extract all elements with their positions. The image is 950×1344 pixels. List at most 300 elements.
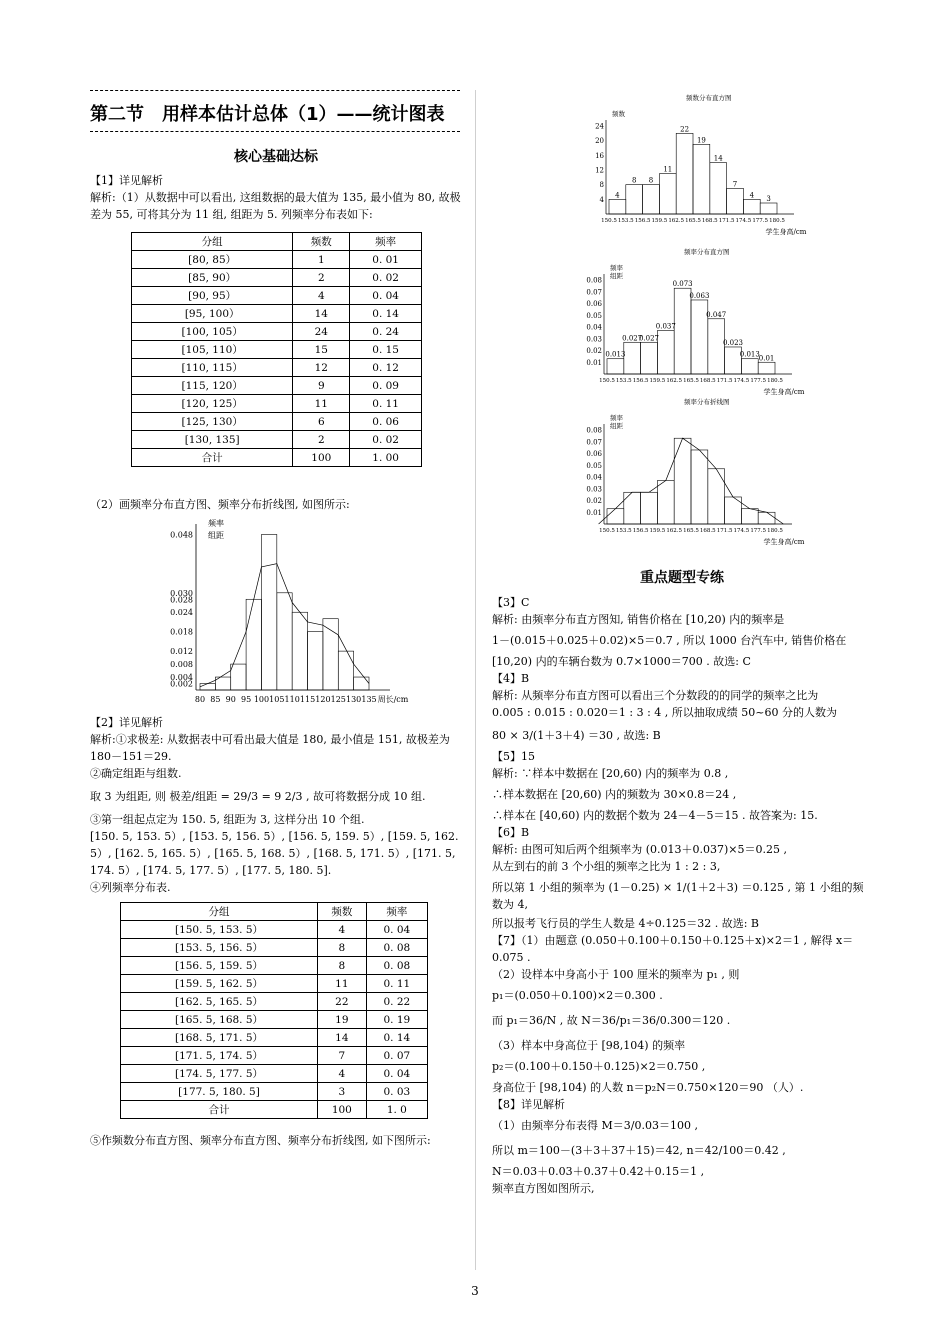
table-cell: [110, 115） bbox=[132, 359, 293, 377]
table-row bbox=[132, 413, 422, 431]
table-cell: 0. 15 bbox=[350, 341, 422, 359]
histogram-bar bbox=[674, 288, 691, 374]
table-cell: [171. 5, 174. 5） bbox=[121, 1047, 318, 1065]
q5-tag: 【5】15 bbox=[492, 750, 535, 763]
table-cell: [130, 135] bbox=[132, 431, 293, 449]
table-row bbox=[132, 287, 422, 305]
histogram-bar bbox=[758, 362, 775, 374]
table-row bbox=[132, 323, 422, 341]
table-cell: 1. 00 bbox=[350, 449, 422, 467]
table-cell: 2 bbox=[293, 431, 350, 449]
table-row bbox=[121, 1029, 428, 1047]
q2-line4: ③第一组起点定为 150. 5, 组距为 3, 这样分出 10 个组. bbox=[90, 813, 365, 826]
bar-value-label: 0.037 bbox=[655, 322, 676, 331]
x-tick-label: 159.5 bbox=[649, 528, 666, 534]
y-tick-label: 0.08 bbox=[586, 276, 602, 285]
histogram-bar bbox=[710, 163, 727, 214]
histogram-bar bbox=[292, 612, 307, 690]
table-row bbox=[121, 957, 428, 975]
x-tick-label: 125 bbox=[330, 695, 346, 704]
table-cell: 11 bbox=[293, 395, 350, 413]
table-cell: [105, 110） bbox=[132, 341, 293, 359]
x-tick-label: 168.5 bbox=[701, 218, 718, 224]
q2-line5: [150. 5, 153. 5）, [153. 5, 156. 5）, [156. 5, 159. 5）, [159. 5, 162. 5）, [162. 5, 165. 5）, [165. 5, 168. 5）, [168. 5, 171. 5）, [171. 5, 174. 5）, [174. 5, 177. 5）, [177. 5, 180. 5]. bbox=[90, 830, 459, 877]
table-cell: [174. 5, 177. 5） bbox=[121, 1065, 318, 1083]
y-axis-label-top: 频率 bbox=[208, 519, 224, 528]
y-tick-label: 0.03 bbox=[586, 335, 602, 344]
table-cell: 0. 04 bbox=[366, 1065, 427, 1083]
table-cell: 0. 01 bbox=[350, 251, 422, 269]
x-tick-label: 177.5 bbox=[750, 528, 767, 534]
table-cell: [85, 90） bbox=[132, 269, 293, 287]
table-cell: [162. 5, 165. 5） bbox=[121, 993, 318, 1011]
y-tick-label: 0.008 bbox=[170, 660, 193, 670]
table-cell: 4 bbox=[318, 1065, 367, 1083]
table-cell: 1 bbox=[293, 251, 350, 269]
bar-value-label: 22 bbox=[680, 125, 690, 134]
table-row bbox=[132, 377, 422, 395]
y-tick-label: 0.06 bbox=[586, 300, 602, 308]
x-tick-label: 171.5 bbox=[716, 378, 733, 384]
table-cell: 4 bbox=[318, 921, 367, 939]
table-cell: [90, 95） bbox=[132, 287, 293, 305]
y-tick-label: 0.07 bbox=[586, 288, 602, 297]
y-axis-label-bottom: 组距 bbox=[208, 531, 224, 540]
histogram-bar bbox=[758, 512, 775, 524]
chart-freq-polygon bbox=[580, 396, 805, 546]
table-cell: 0. 19 bbox=[366, 1011, 427, 1029]
table-row bbox=[121, 993, 428, 1011]
table-cell: 15 bbox=[293, 341, 350, 359]
x-axis-label: 学生身高/cm bbox=[765, 228, 807, 236]
x-tick-label: 168.5 bbox=[699, 528, 716, 534]
table-cell: 4 bbox=[293, 287, 350, 305]
q2-tag: 【2】详见解析 bbox=[90, 716, 163, 729]
q6-line4: 所以报考飞行员的学生人数是 4÷0.125＝32 . 故选: B bbox=[492, 917, 759, 930]
bar-value-label: 0.01 bbox=[758, 354, 775, 363]
bar-value-label: 0.047 bbox=[706, 310, 727, 319]
table-header-cell: 频率 bbox=[366, 903, 427, 921]
bar-value-label: 0.023 bbox=[722, 338, 744, 347]
table-row bbox=[121, 1083, 428, 1101]
table-row bbox=[132, 449, 422, 467]
histogram-bar bbox=[641, 492, 658, 524]
q5-line3: ∴样本在 [40,60) 内的数据个数为 24－4－5＝15 . 故答案为: 15. bbox=[492, 809, 818, 822]
table-row bbox=[121, 939, 428, 957]
table-header-cell: 分组 bbox=[132, 233, 293, 251]
x-tick-label: 159.5 bbox=[651, 218, 668, 224]
q8-line2: 所以 m＝100－(3＋3＋37＋15)＝42, n＝42/100＝0.42 , bbox=[492, 1144, 786, 1157]
x-tick-label: 162.5 bbox=[668, 218, 685, 224]
x-tick-label: 80 bbox=[194, 695, 206, 704]
table-row bbox=[121, 1065, 428, 1083]
y-tick-label: 0.028 bbox=[170, 595, 193, 605]
histogram-bar bbox=[657, 481, 674, 524]
q6-tag: 【6】B bbox=[492, 826, 530, 839]
chart-title: 频率分布折线图 bbox=[684, 398, 730, 406]
table-cell: 0. 14 bbox=[350, 305, 422, 323]
x-axis-label: 学生身高/cm bbox=[763, 538, 805, 546]
bar-value-label: 14 bbox=[713, 154, 723, 163]
table-cell: [156. 5, 159. 5） bbox=[121, 957, 318, 975]
table-cell: [165. 5, 168. 5） bbox=[121, 1011, 318, 1029]
table-cell: 0. 11 bbox=[350, 395, 422, 413]
x-tick-label: 95 bbox=[240, 695, 252, 704]
q3-line3: [10,20) 内的车辆台数为 0.7×1000＝700 . 故选: C bbox=[492, 655, 751, 668]
column-divider bbox=[475, 90, 476, 1270]
x-tick-label: 180.5 bbox=[767, 378, 783, 384]
q5-line1: 解析: ∵样本中数据在 [20,60) 内的频率为 0.8 , bbox=[492, 767, 729, 780]
bar-value-label: 0.013 bbox=[605, 350, 626, 359]
q2-line6: ④列频率分布表. bbox=[90, 881, 171, 894]
q7-line5: p₂＝(0.100＋0.150＋0.125)×2＝0.750 , bbox=[492, 1060, 706, 1073]
y-tick-label: 0.024 bbox=[170, 608, 193, 618]
table-row bbox=[121, 1047, 428, 1065]
q3-line1: 解析: 由频率分布直方图知, 销售价格在 [10,20) 内的频率是 bbox=[492, 613, 785, 626]
chart-title: 频率分布直方图 bbox=[684, 248, 730, 256]
q8-tag: 【8】详见解析 bbox=[492, 1098, 565, 1111]
table-header-cell: 频数 bbox=[318, 903, 367, 921]
table-row bbox=[132, 305, 422, 323]
x-tick-label: 180.5 bbox=[767, 528, 783, 534]
y-tick-label: 0.02 bbox=[586, 497, 602, 505]
q1-tag: 【1】详见解析 bbox=[90, 174, 163, 187]
bar-value-label: 0.027 bbox=[622, 334, 643, 343]
y-tick-label: 0.07 bbox=[586, 438, 602, 447]
y-axis-label-top: 频率 bbox=[610, 414, 623, 422]
table-cell: 14 bbox=[293, 305, 350, 323]
q3-line2: 1－(0.015＋0.025＋0.02)×5＝0.7 , 所以 1000 台汽车中, 销售价格在 bbox=[492, 634, 847, 647]
table-row bbox=[132, 269, 422, 287]
x-tick-label: 171.5 bbox=[718, 218, 735, 224]
histogram-bar bbox=[277, 593, 292, 690]
x-tick-label: 174.5 bbox=[735, 218, 752, 224]
histogram-bar bbox=[659, 174, 676, 214]
histogram-bar bbox=[624, 342, 641, 374]
histogram-bar bbox=[741, 359, 758, 374]
bar-value-label: 0.013 bbox=[739, 350, 760, 359]
histogram-bar bbox=[626, 185, 643, 214]
table-cell: [120, 125） bbox=[132, 395, 293, 413]
y-tick-label: 8 bbox=[599, 181, 604, 190]
q2-line2: ②确定组距与组数. bbox=[90, 767, 182, 780]
y-tick-label: 0.04 bbox=[586, 323, 602, 332]
q8-line3: N＝0.03＋0.03＋0.37＋0.42＋0.15＝1 , bbox=[492, 1165, 705, 1178]
bar-value-label: 0.073 bbox=[672, 280, 693, 289]
histogram-bar bbox=[231, 664, 246, 690]
x-tick-label: 85 bbox=[210, 695, 221, 704]
q4-tag: 【4】B bbox=[492, 672, 530, 685]
y-tick-label: 16 bbox=[595, 151, 604, 160]
y-tick-label: 0.05 bbox=[586, 311, 602, 320]
table-cell: 0. 08 bbox=[366, 939, 427, 957]
x-tick-label: 153.5 bbox=[615, 378, 632, 384]
y-tick-label: 0.03 bbox=[586, 485, 602, 494]
table-cell: [168. 5, 171. 5） bbox=[121, 1029, 318, 1047]
table-cell: 0. 24 bbox=[350, 323, 422, 341]
bar-value-label: 19 bbox=[696, 136, 706, 145]
table-cell: 0. 12 bbox=[350, 359, 422, 377]
page-number: 3 bbox=[471, 1284, 479, 1298]
subhead-core: 核心基础达标 bbox=[234, 149, 318, 165]
q1-part2: （2）画频率分布直方图、频率分布折线图, 如图所示: bbox=[90, 498, 350, 511]
x-tick-label: 162.5 bbox=[666, 528, 683, 534]
table-cell: 0. 02 bbox=[350, 269, 422, 287]
x-tick-label: 135 bbox=[361, 695, 377, 704]
x-tick-label: 150.5 bbox=[599, 378, 615, 384]
histogram-bar bbox=[607, 359, 624, 374]
freq-table-1 bbox=[131, 232, 422, 467]
table-row bbox=[132, 431, 422, 449]
chart-girth-histogram bbox=[160, 518, 410, 710]
histogram-bar bbox=[200, 684, 215, 690]
table-header-cell: 频率 bbox=[350, 233, 422, 251]
chart-freq-histogram bbox=[580, 246, 805, 396]
q3-tag: 【3】C bbox=[492, 596, 530, 609]
table-row bbox=[121, 1101, 428, 1119]
table-header-row bbox=[121, 903, 428, 921]
x-tick-label: 156.5 bbox=[632, 528, 649, 534]
q4-line2: 0.005 : 0.015 : 0.020＝1 : 3 : 4 , 所以抽取成绩 50~60 分的人数为 bbox=[492, 706, 837, 719]
bar-value-label: 3 bbox=[766, 195, 771, 203]
y-tick-label: 24 bbox=[595, 122, 604, 131]
x-tick-label: 177.5 bbox=[750, 378, 767, 384]
section-title: 第二节 用样本估计总体（1）——统计图表 bbox=[90, 104, 445, 125]
histogram-bar bbox=[693, 144, 710, 214]
table-row bbox=[121, 1011, 428, 1029]
table-cell: 24 bbox=[293, 323, 350, 341]
table-cell: 11 bbox=[318, 975, 367, 993]
q4-line3: 80 × 3/(1＋3＋4) ＝30 , 故选: B bbox=[492, 729, 661, 742]
histogram-bar bbox=[676, 133, 693, 214]
x-tick-label: 153.5 bbox=[615, 528, 632, 534]
histogram-bar bbox=[741, 509, 758, 524]
y-tick-label: 0.01 bbox=[586, 508, 602, 517]
x-tick-label: 174.5 bbox=[733, 528, 750, 534]
x-tick-label: 165.5 bbox=[683, 378, 699, 384]
chart-count-histogram bbox=[590, 92, 807, 236]
x-tick-label: 156.5 bbox=[632, 378, 649, 384]
y-tick-label: 0.06 bbox=[586, 450, 602, 458]
subhead-key: 重点题型专练 bbox=[640, 570, 724, 586]
y-tick-label: 4 bbox=[599, 195, 604, 204]
q6-line1: 解析: 由图可知后两个组频率为 (0.013＋0.037)×5＝0.25 , bbox=[492, 843, 787, 856]
x-tick-label: 150.5 bbox=[599, 528, 615, 534]
bar-value-label: 8 bbox=[648, 176, 654, 185]
bar-value-label: 11 bbox=[663, 165, 673, 174]
table-cell: [150. 5, 153. 5） bbox=[121, 921, 318, 939]
answers-block bbox=[492, 594, 872, 1197]
table-cell: 0. 03 bbox=[366, 1083, 427, 1101]
histogram-bar bbox=[323, 619, 338, 690]
histogram-bar bbox=[760, 203, 777, 214]
bar-value-label: 4 bbox=[749, 191, 755, 200]
y-tick-label: 0.012 bbox=[170, 647, 193, 657]
histogram-bar bbox=[727, 188, 744, 214]
x-tick-label: 115 bbox=[299, 695, 316, 704]
q2-line1: 解析:①求极差: 从数据表中可看出最大值是 180, 最小值是 151, 故极差为 180－151＝29. bbox=[90, 733, 450, 763]
x-tick-label: 177.5 bbox=[752, 218, 769, 224]
q2-block bbox=[90, 714, 462, 896]
y-tick-label: 0.048 bbox=[170, 530, 193, 540]
table-cell: 9 bbox=[293, 377, 350, 395]
top-divider bbox=[90, 90, 460, 91]
histogram-bar bbox=[743, 199, 760, 214]
y-tick-label: 0.004 bbox=[170, 673, 193, 683]
x-tick-label: 180.5 bbox=[769, 218, 785, 224]
q5-line2: ∴样本数据在 [20,60) 内的频数为 30×0.8＝24 , bbox=[492, 788, 737, 801]
title-divider bbox=[90, 131, 460, 132]
table-cell: 0. 22 bbox=[366, 993, 427, 1011]
q2-line7: ⑤作频数分布直方图、频率分布直方图、频率分布折线图, 如下图所示: bbox=[90, 1134, 431, 1147]
histogram-bar bbox=[308, 632, 323, 690]
table-cell: [125, 130） bbox=[132, 413, 293, 431]
table-cell: 3 bbox=[318, 1083, 367, 1101]
q7-line2: p₁＝(0.050＋0.100)×2＝0.300 . bbox=[492, 989, 663, 1002]
y-tick-label: 0.002 bbox=[170, 679, 193, 689]
y-axis-label-bottom: 组距 bbox=[610, 272, 623, 280]
x-axis-label: 学生身高/cm bbox=[763, 388, 805, 396]
table-cell: 0. 08 bbox=[366, 957, 427, 975]
x-tick-label: 165.5 bbox=[683, 528, 699, 534]
table-cell: [95, 100） bbox=[132, 305, 293, 323]
y-axis-label-bottom: 组距 bbox=[610, 422, 623, 430]
x-tick-label: 150.5 bbox=[601, 218, 617, 224]
x-tick-label: 130 bbox=[345, 695, 362, 704]
x-axis-label: 周长/cm bbox=[377, 695, 409, 704]
table-cell: 2 bbox=[293, 269, 350, 287]
table-row bbox=[132, 251, 422, 269]
table-cell: [115, 120） bbox=[132, 377, 293, 395]
table-cell: 0. 07 bbox=[366, 1047, 427, 1065]
q7-line3: 而 p₁＝36/N , 故 N＝36/p₁＝36/0.300＝120 . bbox=[492, 1014, 731, 1027]
table-cell: 0. 04 bbox=[350, 287, 422, 305]
histogram-bar bbox=[708, 469, 725, 524]
table-cell: 合计 bbox=[132, 449, 293, 467]
q1-block bbox=[90, 172, 462, 223]
table-cell: 100 bbox=[293, 449, 350, 467]
table-cell: 8 bbox=[318, 957, 367, 975]
table-cell: 0. 02 bbox=[350, 431, 422, 449]
bar-value-label: 7 bbox=[732, 180, 738, 189]
table-header-cell: 频数 bbox=[293, 233, 350, 251]
histogram-bar bbox=[674, 438, 691, 524]
table-cell: 22 bbox=[318, 993, 367, 1011]
y-tick-label: 0.02 bbox=[586, 347, 602, 355]
histogram-bar bbox=[607, 509, 624, 524]
x-tick-label: 153.5 bbox=[617, 218, 634, 224]
q2-line3: 取 3 为组距, 则 极差/组距 = 29/3 = 9 2/3 , 故可将数据分成 10 组. bbox=[90, 790, 426, 803]
y-tick-label: 0.018 bbox=[170, 627, 193, 637]
table-cell: 8 bbox=[318, 939, 367, 957]
histogram-bar bbox=[657, 331, 674, 374]
table-header-row bbox=[132, 233, 422, 251]
table-header-cell: 分组 bbox=[121, 903, 318, 921]
table-cell: 12 bbox=[293, 359, 350, 377]
table-cell: 14 bbox=[318, 1029, 367, 1047]
table-cell: 1. 0 bbox=[366, 1101, 427, 1119]
y-tick-label: 0.030 bbox=[170, 588, 193, 598]
x-tick-label: 120 bbox=[315, 695, 331, 704]
q8-line1: （1）由频率分布表得 M＝3/0.03＝100 , bbox=[492, 1119, 698, 1132]
x-tick-label: 90 bbox=[225, 695, 236, 704]
table-cell: 0. 11 bbox=[366, 975, 427, 993]
y-tick-label: 0.05 bbox=[586, 461, 602, 470]
q6-line2: 从左到右的前 3 个小组的频率之比为 1 : 2 : 3, bbox=[492, 860, 721, 873]
table-cell: 100 bbox=[318, 1101, 367, 1119]
x-tick-label: 105 bbox=[269, 695, 285, 704]
frequency-polyline bbox=[200, 564, 369, 687]
y-tick-label: 20 bbox=[595, 137, 604, 146]
x-tick-label: 162.5 bbox=[666, 378, 683, 384]
q7-line1: （2）设样本中身高小于 100 厘米的频率为 p₁ , 则 bbox=[492, 968, 740, 981]
table-cell: 0. 09 bbox=[350, 377, 422, 395]
q4-line1: 解析: 从频率分布直方图可以看出三个分数段的的同学的频率之比为 bbox=[492, 689, 819, 702]
bar-value-label: 0.027 bbox=[638, 334, 660, 343]
bar-value-label: 4 bbox=[615, 191, 620, 200]
q1-text: 解析:（1）从数据中可以看出, 这组数据的最大值为 135, 最小值为 80, 故极差为 55, 可将其分为 11 组, 组距为 5. 列频率分布表如下: bbox=[90, 191, 461, 221]
x-tick-label: 165.5 bbox=[685, 218, 701, 224]
table-row bbox=[132, 341, 422, 359]
x-tick-label: 100 bbox=[253, 695, 270, 704]
table-cell: 0. 14 bbox=[366, 1029, 427, 1047]
y-tick-label: 0.08 bbox=[586, 426, 602, 435]
bar-value-label: 0.063 bbox=[689, 291, 710, 300]
table-cell: 0. 04 bbox=[366, 921, 427, 939]
table-cell: [159. 5, 162. 5） bbox=[121, 975, 318, 993]
table-cell: [153. 5, 156. 5） bbox=[121, 939, 318, 957]
y-axis-label-top: 频数 bbox=[612, 110, 625, 118]
x-tick-label: 168.5 bbox=[699, 378, 716, 384]
histogram-bar bbox=[641, 342, 658, 374]
q8-line4: 频率直方图如图所示, bbox=[492, 1182, 595, 1195]
x-tick-label: 110 bbox=[284, 695, 300, 704]
q7-line4: （3）样本中身高位于 [98,104) 的频率 bbox=[492, 1039, 686, 1052]
histogram-bar bbox=[624, 492, 641, 524]
x-tick-label: 174.5 bbox=[733, 378, 750, 384]
histogram-bar bbox=[246, 599, 261, 690]
table-cell: 19 bbox=[318, 1011, 367, 1029]
histogram-bar bbox=[691, 450, 708, 524]
histogram-bar bbox=[643, 185, 660, 214]
histogram-bar bbox=[338, 651, 353, 690]
table-row bbox=[132, 359, 422, 377]
histogram-bar bbox=[354, 677, 369, 690]
table-cell: [80, 85） bbox=[132, 251, 293, 269]
q7-line6: 身高位于 [98,104) 的人数 n＝p₂N＝0.750×120＝90 （人）. bbox=[492, 1081, 804, 1094]
y-tick-label: 12 bbox=[595, 166, 604, 175]
y-tick-label: 0.04 bbox=[586, 473, 602, 482]
table-cell: 6 bbox=[293, 413, 350, 431]
x-tick-label: 156.5 bbox=[634, 218, 651, 224]
freq-table-2 bbox=[120, 902, 428, 1119]
table-cell: [177. 5, 180. 5] bbox=[121, 1083, 318, 1101]
histogram-bar bbox=[261, 534, 276, 690]
table-cell: 0. 06 bbox=[350, 413, 422, 431]
y-axis-label-top: 频率 bbox=[610, 264, 623, 272]
table-cell: 7 bbox=[318, 1047, 367, 1065]
table-row bbox=[121, 975, 428, 993]
table-row bbox=[132, 395, 422, 413]
chart-title: 频数分布直方图 bbox=[686, 94, 732, 102]
q6-line3: 所以第 1 小组的频率为 (1－0.25) × 1/(1＋2＋3) ＝0.125 , 第 1 小组的频数为 4, bbox=[492, 881, 864, 911]
table-row bbox=[121, 921, 428, 939]
y-tick-label: 0.01 bbox=[586, 358, 602, 367]
q7-tag: 【7】（1）由题意 (0.050＋0.100＋0.150＋0.125＋x)×2＝1 , 解得 x＝0.075 . bbox=[492, 934, 854, 964]
bar-value-label: 8 bbox=[631, 176, 637, 185]
x-tick-label: 171.5 bbox=[716, 528, 733, 534]
table-cell: 合计 bbox=[121, 1101, 318, 1119]
